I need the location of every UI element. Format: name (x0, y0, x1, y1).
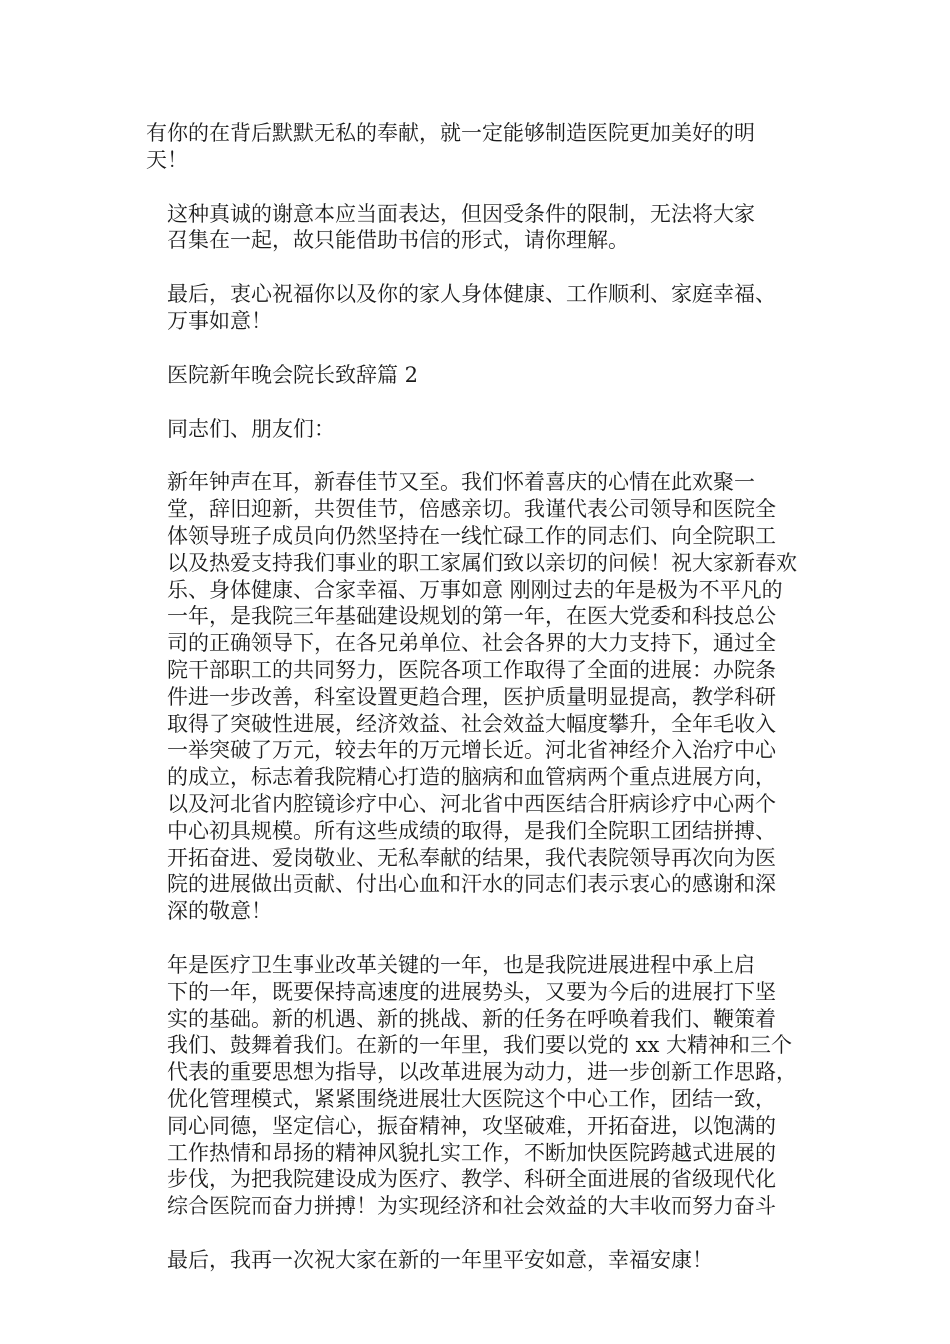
paragraph-closing-continued: 有你的在背后默默无私的奉献，就一定能够制造医院更加美好的明 天！ (146, 121, 755, 172)
section-title: 医院新年晚会院长致辞篇 2 (167, 362, 419, 387)
paragraph-reform: 年是医疗卫生事业改革关键的一年，也是我院进展进程中承上启 下的一年，既要保持高速度的进展势头，又要为今后的进展打下坚 实的基础。新的机遇、新的挑战、新的任务在呼唤着我们、鞭策着 我们、鼓舞着我们。在新的一年里，我们要以党的 xx 大精神和三个 代表的重要思想为指导，以改革进展为动力，进一步创新工作思路， 优化管理模式，紧紧围绕进展壮大医院这个中心工作，团结一致， 同心同德，坚定信心，振奋精神，攻坚破难，开拓奋进，以饱满的 工作热情和昂扬的精神风貌扎实工作，不断加快医院跨越式进展的 步伐，为把我院建设成为医疗、教学、科研全面进展的省级现代化 综合医院而奋力拼搏！为实现经济和社会效益的大丰收而努力奋斗 (167, 952, 797, 1219)
paragraph-apology: 这种真诚的谢意本应当面表达，但因受条件的限制，无法将大家 召集在一起，故只能借助书信的形式，请你理解。 (167, 201, 755, 253)
paragraph-new-year: 新年钟声在耳，新春佳节又至。我们怀着喜庆的心情在此欢聚一 堂，辞旧迎新，共贺佳节，倍感亲切。我谨代表公司领导和医院全 体领导班子成员向仍然坚持在一线忙碌工作的同志们、向全院职工 以及热爱支持我们事业的职工家属们致以亲切的问候！祝大家新春欢 乐、身体健康、合家幸福、万事如意 刚刚过去的年是极为不平凡的 一年，是我院三年基础建设规划的第一年，在医大党委和科技总公 司的正确领导下，在各兄弟单位、社会各界的大力支持下，通过全 院干部职工的共同努力，医院各项工作取得了全面的进展：办院条 件进一步改善，科室设置更趋合理，医护质量明显提高，教学科研 取得了突破性进展，经济效益、社会效益大幅度攀升，全年毛收入 一举突破了万元，较去年的万元增长近。河北省神经介入治疗中心 的成立，标志着我院精心打造的脑病和血管病两个重点进展方向， 以及河北省内腔镜诊疗中心、河北省中西医结合肝病诊疗中心两个 中心初具规模。所有这些成绩的取得，是我们全院职工团结拼搏、 开拓奋进、爱岗敬业、无私奉献的结果，我代表院领导再次向为医 院的进展做出贡献、付出心血和汗水的同志们表示衷心的感谢和深 深的敬意！ (167, 470, 797, 924)
paragraph-wishes: 最后，衷心祝福你以及你的家人身体健康、工作顺利、家庭幸福、 万事如意！ (167, 282, 776, 333)
document-page (146, 120, 812, 1301)
salutation: 同志们、朋友们： (167, 416, 335, 441)
paragraph-final: 最后，我再一次祝大家在新的一年里平安如意，幸福安康！ (167, 1247, 713, 1272)
